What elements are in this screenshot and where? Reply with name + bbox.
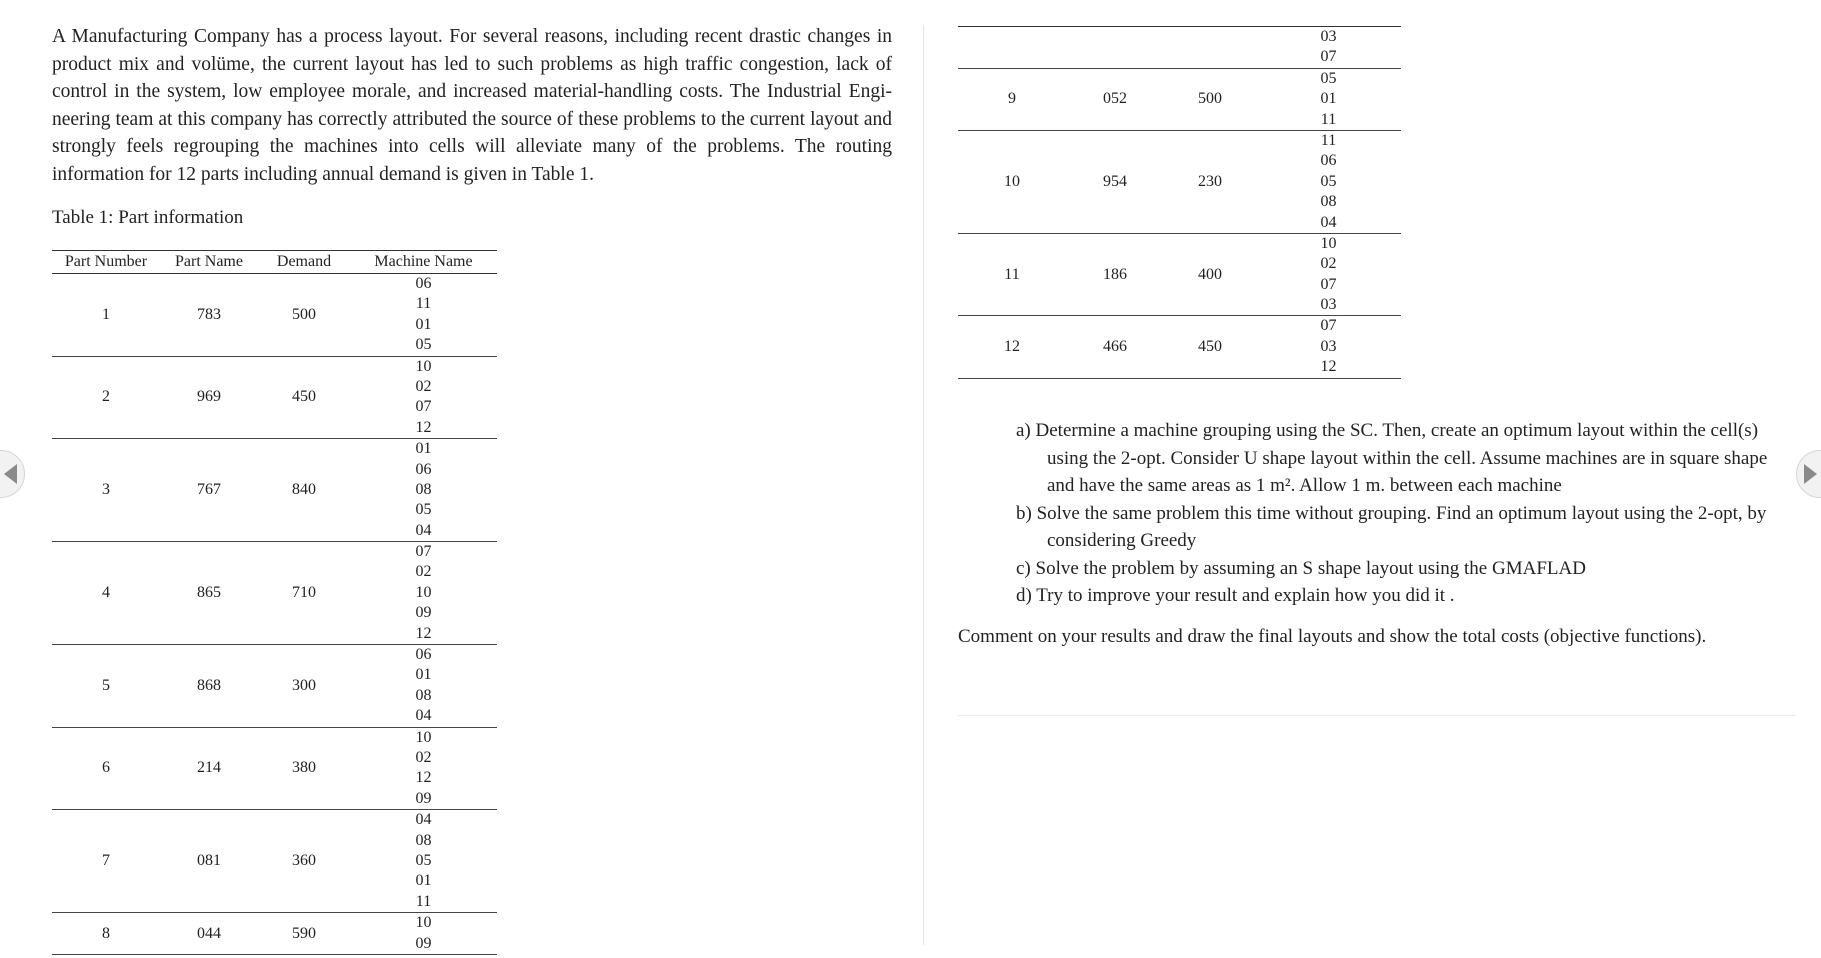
part-name-cell: 186	[1066, 233, 1164, 316]
machine-list-cell	[350, 439, 497, 542]
demand-cell: 500	[292, 305, 316, 323]
machine-list-cell	[1256, 316, 1401, 378]
divider-line	[958, 715, 1796, 716]
machine-name: 05	[415, 336, 432, 354]
table-row	[958, 233, 1401, 316]
chevron-right-icon	[1804, 464, 1817, 484]
part-name-cell: 214	[160, 727, 258, 810]
header-part-number: Part Number	[52, 251, 160, 274]
comment-text: Comment on your results and draw the final layouts and show the total costs (objective functions).	[958, 626, 1707, 647]
machine-name: 11	[1320, 131, 1337, 149]
part-number-cell: 3	[52, 439, 160, 542]
machine-name: 08	[415, 831, 432, 849]
demand-cell: 300	[258, 645, 350, 728]
machine-name: 12	[415, 418, 432, 436]
chevron-left-icon	[4, 464, 17, 484]
demand-cell: 400	[1164, 233, 1256, 316]
part-number-cell: 1	[102, 305, 110, 323]
machine-list-cell	[350, 645, 497, 728]
part-number-cell: 6	[52, 727, 160, 810]
part-number-cell: 10	[958, 130, 1066, 233]
part-name-cell: 954	[1066, 130, 1164, 233]
machine-name: 12	[415, 624, 432, 642]
machine-list-cell	[350, 542, 497, 645]
machine-list-cell	[1256, 27, 1401, 69]
machine-name: 02	[415, 377, 432, 395]
machine-name: 11	[415, 295, 432, 313]
machine-name: 01	[415, 666, 432, 684]
machine-name: 07	[1320, 275, 1337, 293]
demand-cell: 380	[258, 727, 350, 810]
table-row	[52, 274, 497, 357]
machine-name: 10	[415, 583, 432, 601]
table-row	[958, 27, 1401, 69]
part-name-cell: 044	[160, 913, 258, 955]
part-name-cell: 767	[160, 439, 258, 542]
machine-name: 06	[415, 460, 432, 478]
machine-name: 09	[415, 604, 432, 622]
table-row	[52, 645, 497, 728]
machine-name: 05	[1320, 69, 1337, 87]
column-divider	[923, 25, 924, 945]
part-number-cell: 5	[52, 645, 160, 728]
demand-cell: 230	[1164, 130, 1256, 233]
machine-name: 01	[415, 440, 432, 458]
machine-list-cell	[350, 913, 497, 955]
table-caption: Table 1: Part information	[52, 207, 244, 228]
machine-name: 08	[1320, 193, 1337, 211]
machine-name: 03	[1320, 296, 1337, 314]
machine-list-cell	[1256, 130, 1401, 233]
machine-name: 03	[1320, 28, 1337, 45]
part-name-cell: 081	[160, 810, 258, 913]
part-name-cell: 052	[1066, 68, 1164, 130]
header-machine-name: Machine Name	[350, 251, 497, 274]
machine-name: 02	[415, 748, 432, 766]
machine-name: 07	[1320, 317, 1337, 335]
demand-cell: 450	[258, 356, 350, 439]
header-demand: Demand	[258, 251, 350, 274]
part-number-cell: 9	[958, 68, 1066, 130]
part-number-cell: 2	[52, 356, 160, 439]
machine-name: 12	[1320, 358, 1337, 376]
machine-name: 03	[1320, 337, 1337, 355]
part-name-cell	[1066, 27, 1164, 69]
demand-cell	[1164, 27, 1256, 69]
part-name-cell: 865	[160, 542, 258, 645]
table-row	[52, 727, 497, 810]
part-name-cell: 868	[160, 645, 258, 728]
demand-cell: 590	[258, 913, 350, 955]
part-number-cell: 12	[958, 316, 1066, 378]
next-page-button[interactable]	[1796, 450, 1821, 498]
machine-name: 07	[1320, 48, 1337, 66]
table-row	[958, 130, 1401, 233]
part-number-cell	[958, 27, 1066, 69]
machine-name: 10	[415, 357, 432, 375]
machine-name: 05	[415, 501, 432, 519]
machine-name: 02	[1320, 255, 1337, 273]
machine-name: 08	[415, 686, 432, 704]
machine-name: 04	[415, 707, 432, 725]
question-a: a) Determine a machine grouping using the SC. Then, create an optimum layout within the cell(s) using the 2-opt. Consider U shape layout within the cell. Assume machines are in square shape and have the same areas as 1 m². Allow 1 m. between each machine	[1016, 420, 1768, 496]
part-table-left	[52, 250, 497, 955]
machine-name: 04	[415, 811, 432, 829]
machine-list-cell	[350, 274, 497, 357]
machine-name: 01	[1320, 90, 1337, 108]
machine-name: 05	[1320, 172, 1337, 190]
machine-name: 02	[415, 563, 432, 581]
question-c: c) Solve the problem by assuming an S shape layout using the GMAFLAD	[1016, 557, 1586, 579]
machine-name: 09	[415, 789, 432, 807]
demand-cell: 840	[258, 439, 350, 542]
machine-list-cell	[350, 727, 497, 810]
table-row	[52, 356, 497, 439]
machine-list-cell	[1256, 68, 1401, 130]
table-row	[958, 68, 1401, 130]
machine-name: 08	[415, 480, 432, 498]
machine-name: 06	[1320, 152, 1337, 170]
machine-name: 06	[415, 275, 432, 292]
machine-name: 01	[415, 872, 432, 890]
machine-name: 10	[1320, 234, 1337, 252]
machine-name: 10	[415, 728, 432, 746]
machine-name: 05	[415, 851, 432, 869]
problem-intro: A Manufacturing Company has a process layout. For several reasons, including recent drastic changes in product mix and volüme, the current layout has led to such problems as high traffic congestion, lack of control in the system, low employee morale, and increased material-handling costs. The Industrial Engi-neering team at this company has correctly attributed the source of these problems to the current layout and strongly feels regrouping the machines into cells will alleviate many of the problems. The routing information for 12 parts including annual demand is given in Table 1.	[52, 26, 892, 185]
part-number-cell: 8	[52, 913, 160, 955]
machine-name: 04	[415, 521, 432, 539]
demand-cell: 500	[1164, 68, 1256, 130]
part-number-cell: 7	[52, 810, 160, 913]
question-d: d) Try to improve your result and explain how you did it .	[1016, 585, 1455, 606]
table-row	[52, 810, 497, 913]
machine-list-cell	[350, 810, 497, 913]
table-row	[958, 316, 1401, 378]
header-part-name: Part Name	[160, 251, 258, 274]
demand-cell: 710	[258, 542, 350, 645]
machine-name: 04	[1320, 213, 1337, 231]
part-number-cell: 11	[958, 233, 1066, 316]
part-number-cell: 4	[52, 542, 160, 645]
part-name-cell: 783	[197, 305, 221, 323]
machine-name: 10	[415, 914, 432, 932]
table-row	[52, 542, 497, 645]
prev-page-button[interactable]	[0, 450, 25, 498]
machine-name: 11	[1320, 110, 1337, 128]
demand-cell: 360	[258, 810, 350, 913]
machine-name: 12	[415, 769, 432, 787]
machine-name: 11	[415, 892, 432, 910]
machine-list-cell	[1256, 233, 1401, 316]
machine-name: 06	[415, 646, 432, 664]
question-b: b) Solve the same problem this time without grouping. Find an optimum layout using the 2-opt, by considering Greedy	[1016, 502, 1767, 551]
table-row	[52, 913, 497, 955]
table-row	[52, 439, 497, 542]
part-name-cell: 466	[1066, 316, 1164, 378]
demand-cell: 450	[1164, 316, 1256, 378]
part-table-right	[958, 26, 1401, 379]
machine-name: 07	[415, 398, 432, 416]
question-list	[1016, 417, 1796, 610]
machine-name: 01	[415, 315, 432, 333]
machine-name: 09	[415, 934, 432, 952]
machine-list-cell	[350, 356, 497, 439]
part-name-cell: 969	[160, 356, 258, 439]
machine-name: 07	[415, 543, 432, 561]
